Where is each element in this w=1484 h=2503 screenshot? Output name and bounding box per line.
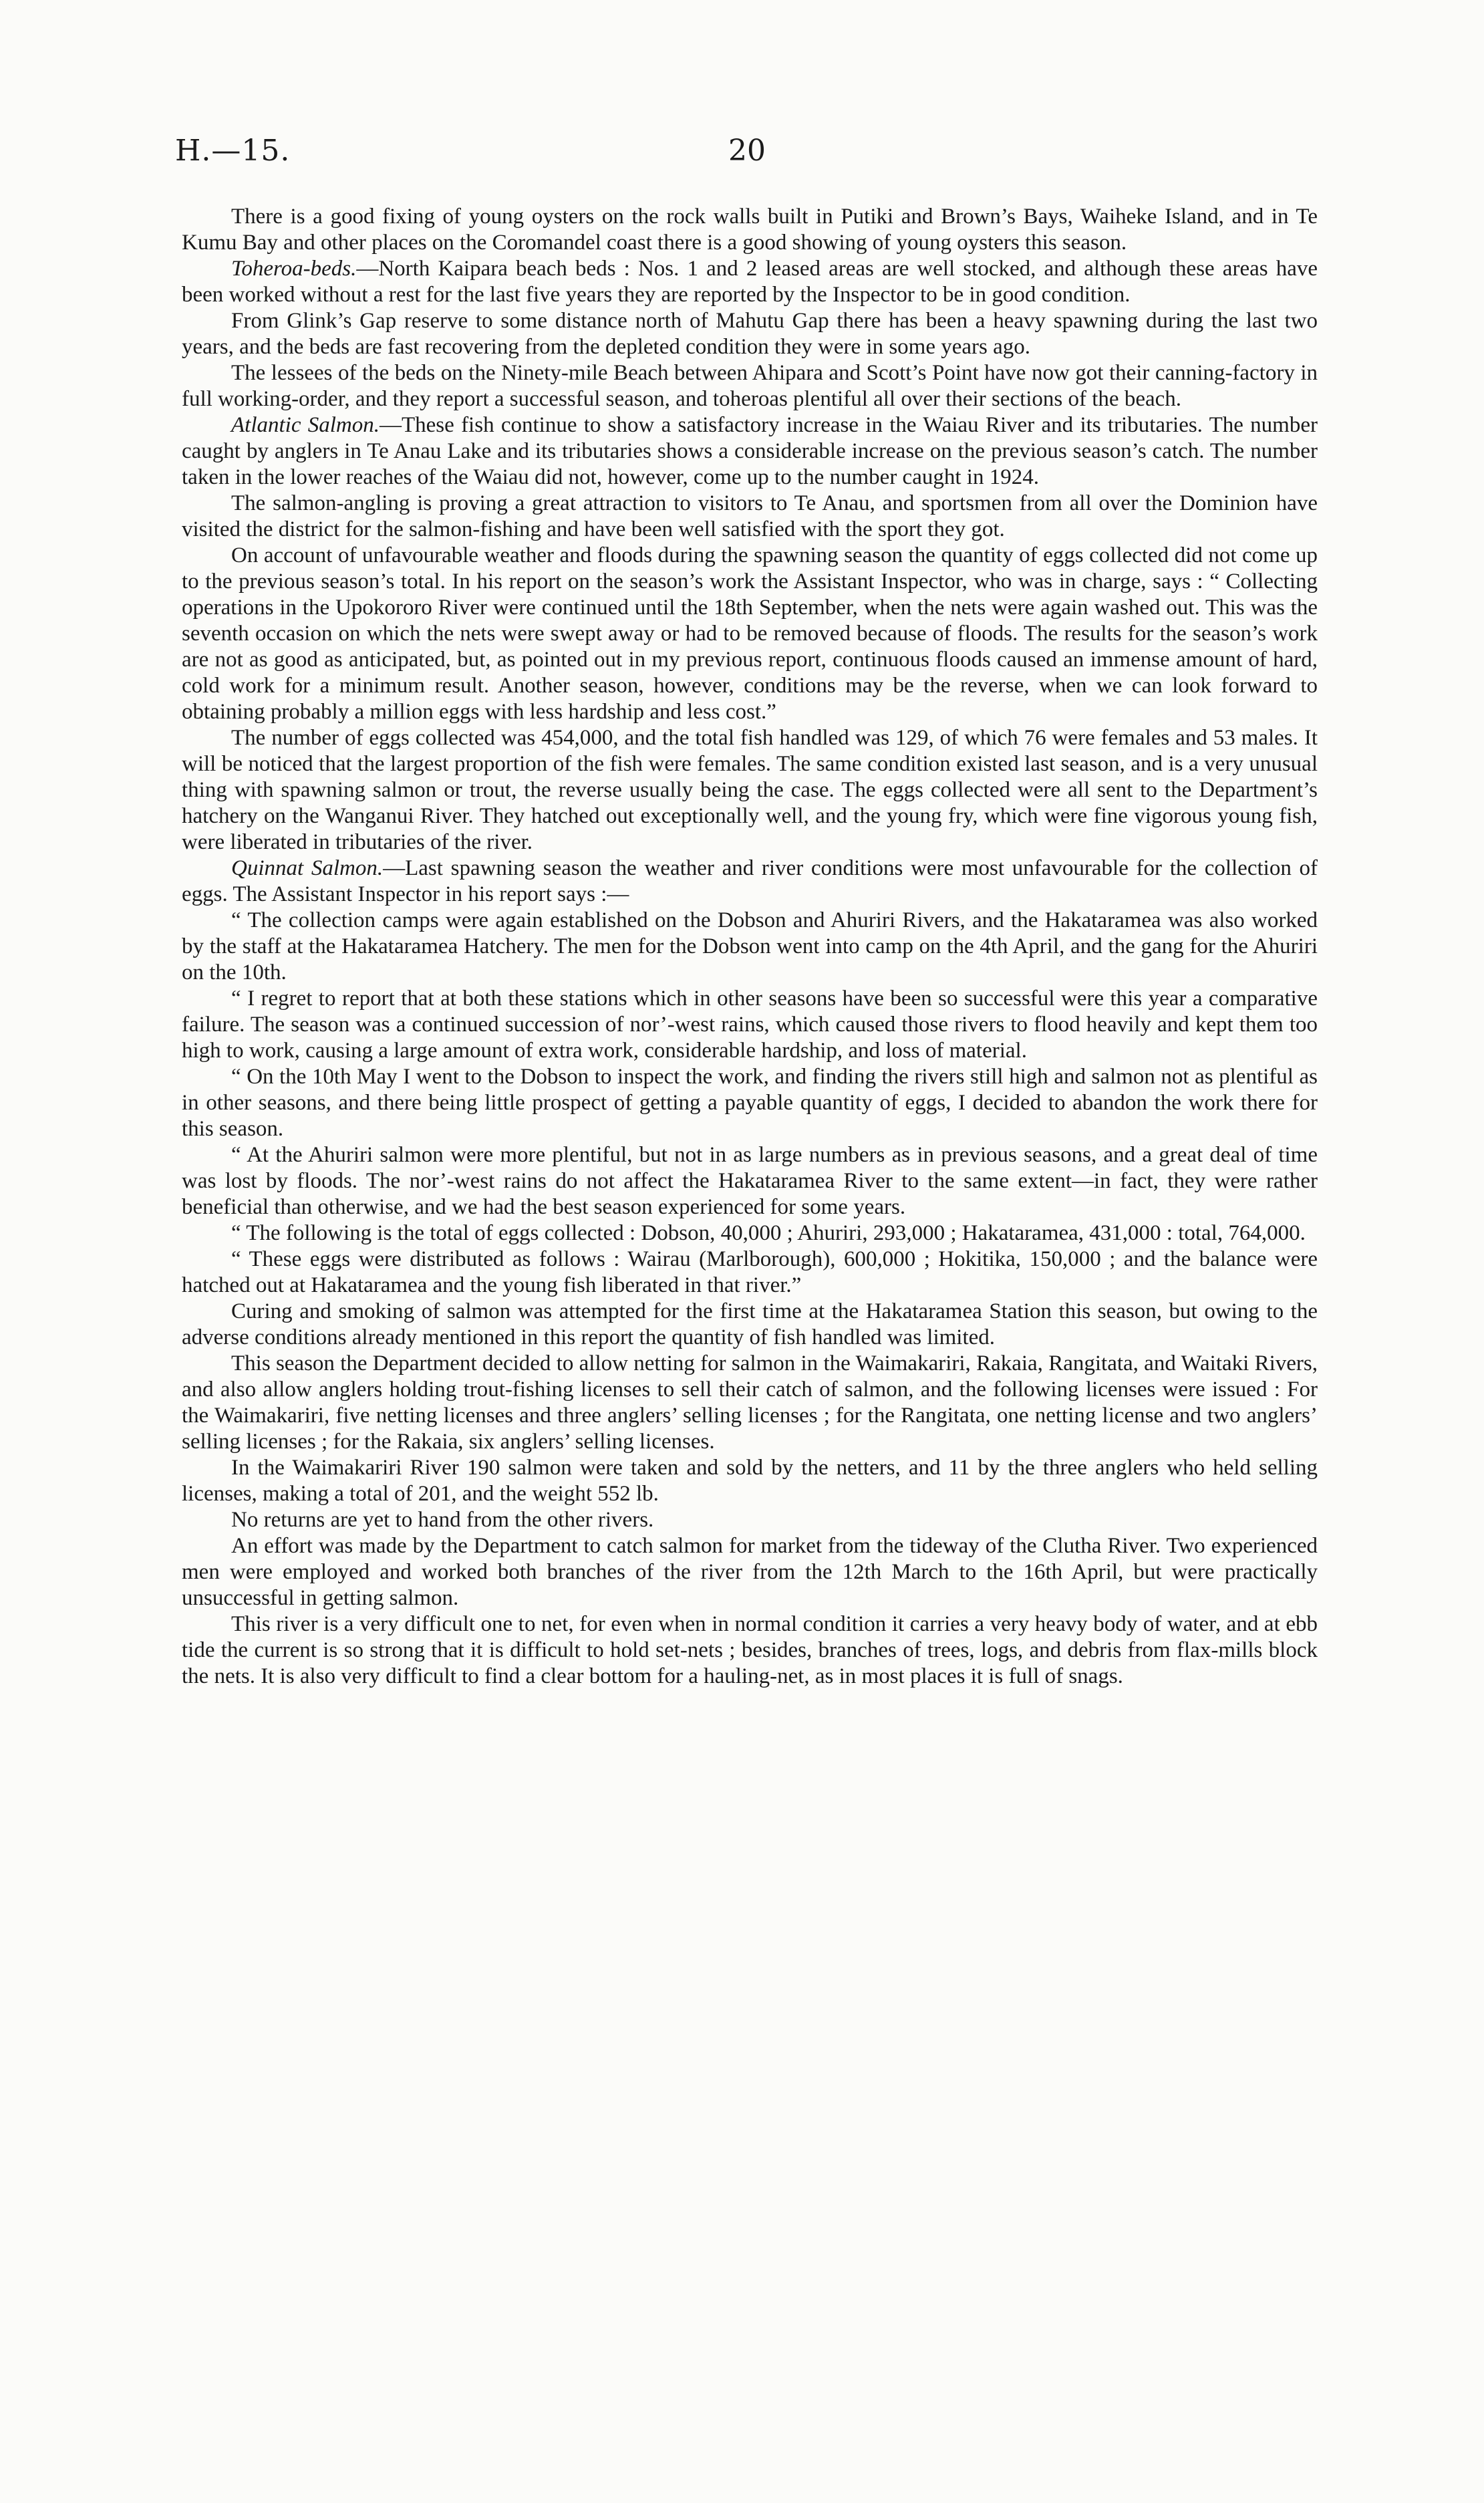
body-text [182, 204, 1318, 1690]
paragraph: “ The following is the total of eggs collected : Dobson, 40,000 ; Ahuriri, 293,000 ; Hakataramea, 431,000 : total, 764,000. [231, 1221, 1306, 1245]
paragraph: From Glink’s Gap reserve to some distance north of Mahutu Gap there has been a heavy spawning during the last two years, and the beds are fast recovering from the depleted condition they were in some years ago. [182, 309, 1318, 359]
paragraph: An effort was made by the Department to catch salmon for market from the tideway of the Clutha River. Two experienced men were employed and worked both branches of the river from the 12th March to the 16th April, but were practically unsuccessful in getting salmon. [182, 1534, 1318, 1610]
paragraph: Atlantic Salmon.—These fish continue to show a satisfactory increase in the Waiau River and its tributaries. The number caught by anglers in Te Anau Lake and its tributaries shows a considerable increase on the previous season’s catch. The number taken in the lower reaches of the Waiau did not, however, come up to the number caught in 1924. [182, 413, 1318, 489]
paragraph: The salmon-angling is proving a great attraction to visitors to Te Anau, and sportsmen from all over the Dominion have visited the district for the salmon-fishing and have been well satisfied with the sport they got. [182, 491, 1318, 541]
paragraph: Toheroa-beds.—North Kaipara beach beds : Nos. 1 and 2 leased areas are well stocked, and although these areas have been worked without a rest for the last five years they are reported by the Inspector to be in good condition. [182, 257, 1318, 307]
paragraph: On account of unfavourable weather and floods during the spawning season the quantity of eggs collected did not come up to the previous season’s total. In his report on the season’s work the Assistant Inspector, who was in charge, says : “ Collecting operations in the Upokororo River were continued until the 18th September, when the nets were again washed out. This was the seventh occasion on which the nets were swept away or had to be removed because of floods. The results for the season’s work are not as good as anticipated, but, as pointed out in my previous report, continuous floods caused an immense amount of hard, cold work for a minimum result. Another season, however, conditions may be the reverse, when we can look forward to obtaining probably a million eggs with less hardship and less cost.” [182, 543, 1318, 724]
paragraph: No returns are yet to hand from the other rivers. [231, 1508, 654, 1532]
paragraph: Quinnat Salmon.—Last spawning season the weather and river conditions were most unfavourable for the collection of eggs. The Assistant Inspector in his report says :— [182, 856, 1318, 906]
paragraph: The number of eggs collected was 454,000, and the total fish handled was 129, of which 76 were females and 53 males. It will be noticed that the largest proportion of the fish were females. The same condition existed last season, and is a very unusual thing with spawning salmon or trout, the reverse usually being the case. The eggs collected were all sent to the Department’s hatchery on the Wanganui River. They hatched out exceptionally well, and the young fry, which were fine vigorous young fish, were liberated in tributaries of the river. [182, 726, 1318, 854]
paragraph: “ I regret to report that at both these stations which in other seasons have been so successful were this year a comparative failure. The season was a continued succession of nor’-west rains, which caused those rivers to flood heavily and kept them too high to work, causing a large amount of extra work, considerable hardship, and loss of material. [182, 986, 1318, 1063]
paragraph: This river is a very difficult one to net, for even when in normal condition it carries a very heavy body of water, and at ebb tide the current is so strong that it is difficult to hold set-nets ; besides, branches of trees, logs, and debris from flax-mills block the nets. It is also very difficult to find a clear bottom for a hauling-net, as in most places it is full of snags. [182, 1612, 1318, 1688]
document-reference: H.—15. [175, 134, 291, 168]
paragraph: The lessees of the beds on the Ninety-mile Beach between Ahipara and Scott’s Point have now got their canning-factory in full working-order, and they report a successful season, and toheroas plentiful all over their sections of the beach. [182, 361, 1318, 411]
paragraph: In the Waimakariri River 190 salmon were taken and sold by the netters, and 11 by the three anglers who held selling licenses, making a total of 201, and the weight 552 lb. [182, 1456, 1318, 1506]
paragraph: “ These eggs were distributed as follows : Wairau (Marlborough), 600,000 ; Hokitika, 150,000 ; and the balance were hatched out at Hakataramea and the young fish liberated in that river.” [182, 1247, 1318, 1297]
paragraph: “ At the Ahuriri salmon were more plentiful, but not in as large numbers as in previous seasons, and a great deal of time was lost by floods. The nor’-west rains do not affect the Hakataramea River to the same extent—in fact, they were rather beneficial than otherwise, and we had the best season experienced for some years. [182, 1143, 1318, 1219]
section-heading: Quinnat Salmon. [231, 856, 384, 880]
paragraph: There is a good fixing of young oysters on the rock walls built in Putiki and Brown’s Bays, Waiheke Island, and in Te Kumu Bay and other places on the Coromandel coast there is a good showing of young oysters this season. [182, 205, 1318, 255]
section-heading: Toheroa-beds. [231, 257, 357, 281]
page-number: 20 [728, 134, 766, 168]
paragraph: “ The collection camps were again established on the Dobson and Ahuriri Rivers, and the Hakataramea was also worked by the staff at the Hakataramea Hatchery. The men for the Dobson went into camp on the 4th April, and the gang for the Ahuriri on the 10th. [182, 908, 1318, 984]
section-heading: Atlantic Salmon. [231, 413, 380, 437]
paragraph: “ On the 10th May I went to the Dobson to inspect the work, and finding the rivers still high and salmon not as plentiful as in other seasons, and there being little prospect of getting a payable quantity of eggs, I decided to abandon the work there for this season. [182, 1065, 1318, 1141]
paragraph: This season the Department decided to allow netting for salmon in the Waimakariri, Rakaia, Rangitata, and Waitaki Rivers, and also allow anglers holding trout-fishing licenses to sell their catch of salmon, and the following licenses were issued : For the Waimakariri, five netting licenses and three anglers’ selling licenses ; for the Rangitata, one netting license and two anglers’ selling licenses ; for the Rakaia, six anglers’ selling licenses. [182, 1351, 1318, 1454]
paragraph: Curing and smoking of salmon was attempted for the first time at the Hakataramea Station this season, but owing to the adverse conditions already mentioned in this report the quantity of fish handled was limited. [182, 1299, 1318, 1349]
